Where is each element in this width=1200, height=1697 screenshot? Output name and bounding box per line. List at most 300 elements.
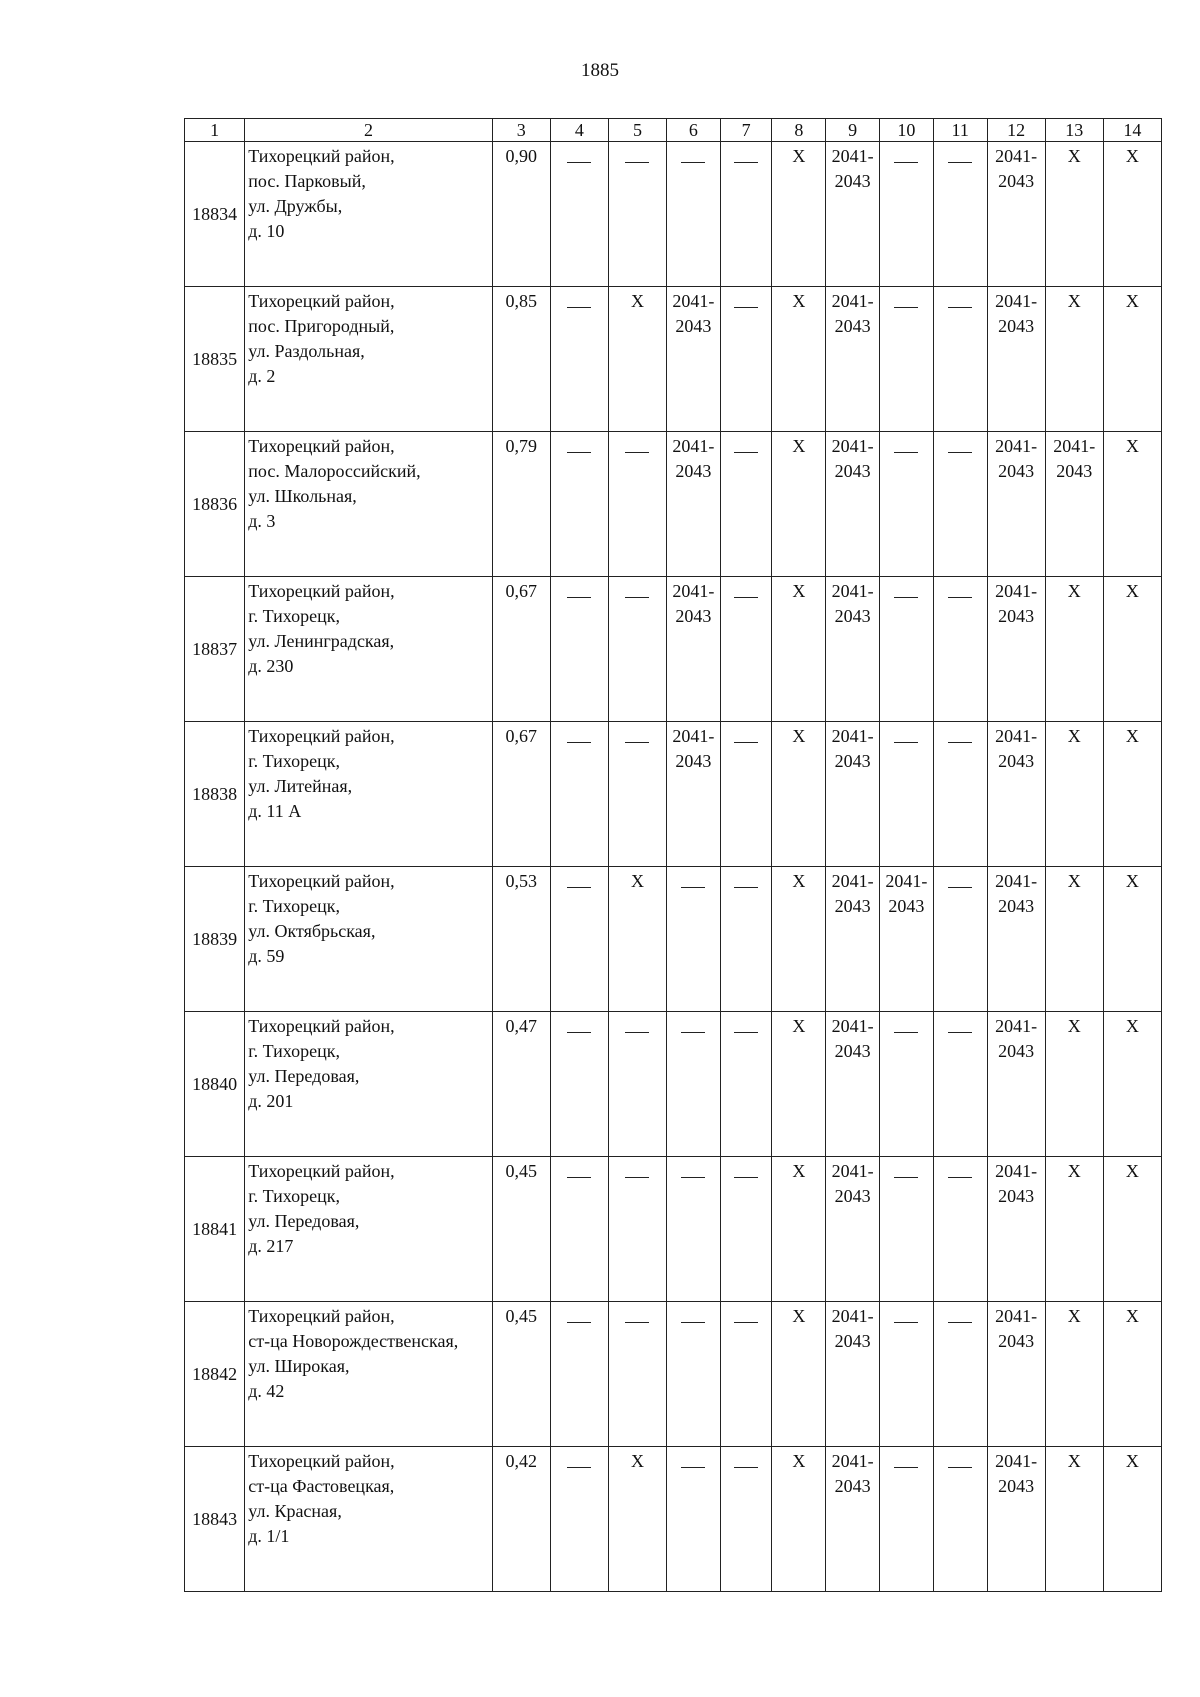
dash-cell xyxy=(720,1157,772,1302)
dash-cell xyxy=(880,1302,934,1447)
dash-cell xyxy=(720,1447,772,1592)
dash-mark xyxy=(948,1467,972,1468)
address-cell xyxy=(245,1302,492,1447)
dash-cell xyxy=(720,577,772,722)
dash-mark xyxy=(948,887,972,888)
value-line: 2043 xyxy=(888,896,925,916)
value-cell xyxy=(1045,1447,1103,1592)
address-line: пос. Парковый, xyxy=(248,171,366,191)
value-line: Х xyxy=(792,146,806,166)
value-line: 2043 xyxy=(998,1331,1035,1351)
value-cell xyxy=(880,867,934,1012)
dash-mark xyxy=(948,162,972,163)
dash-cell xyxy=(720,867,772,1012)
address-line: ст-ца Фастовецкая, xyxy=(248,1476,395,1496)
value-line: 2041- xyxy=(831,726,874,746)
table-row xyxy=(185,1302,1162,1447)
dash-mark xyxy=(948,742,972,743)
address-line: Тихорецкий район, xyxy=(248,1161,395,1181)
dash-mark xyxy=(567,1467,591,1468)
dash-cell xyxy=(608,432,666,577)
value-cell xyxy=(772,867,826,1012)
column-number-header: 4 xyxy=(550,119,608,142)
value-cell xyxy=(1045,142,1103,287)
dash-cell xyxy=(667,1012,721,1157)
value-line: Х xyxy=(1125,146,1139,166)
dash-mark xyxy=(625,1322,649,1323)
address-line: ул. Широкая, xyxy=(248,1356,350,1376)
table-row xyxy=(185,1157,1162,1302)
dash-cell xyxy=(933,1302,987,1447)
value-cell xyxy=(826,1157,880,1302)
value-cell xyxy=(772,722,826,867)
dash-mark xyxy=(625,1032,649,1033)
value-cell xyxy=(987,1302,1045,1447)
table-row xyxy=(185,287,1162,432)
address-line: д. 10 xyxy=(248,221,285,241)
value-line: Х xyxy=(1125,436,1139,456)
value-line: 2041- xyxy=(885,871,928,891)
address-line: Тихорецкий район, xyxy=(248,871,395,891)
dash-mark xyxy=(894,162,918,163)
value-line: 2041- xyxy=(995,871,1038,891)
dash-mark xyxy=(948,1177,972,1178)
value-line: 2041- xyxy=(831,581,874,601)
value-line: 2043 xyxy=(998,1476,1035,1496)
dash-mark xyxy=(948,1032,972,1033)
value-line: Х xyxy=(1067,146,1081,166)
value-line: Х xyxy=(1125,1016,1139,1036)
address-cell xyxy=(245,722,492,867)
dash-cell xyxy=(880,1447,934,1592)
value-cell xyxy=(1103,722,1161,867)
address-line: Тихорецкий район, xyxy=(248,1016,395,1036)
value-cell xyxy=(1103,1302,1161,1447)
area-cell: 0,45 xyxy=(492,1157,550,1302)
value-line: 2041- xyxy=(995,1306,1038,1326)
value-cell xyxy=(1103,142,1161,287)
value-line: 2041- xyxy=(672,726,715,746)
value-cell xyxy=(1045,722,1103,867)
address-line: г. Тихорецк, xyxy=(248,1041,340,1061)
value-cell xyxy=(772,1157,826,1302)
value-cell xyxy=(772,1302,826,1447)
column-number-row xyxy=(185,119,1162,142)
dash-mark xyxy=(894,1032,918,1033)
value-line: Х xyxy=(792,1451,806,1471)
dash-mark xyxy=(625,162,649,163)
row-number-cell: 18835 xyxy=(185,287,245,432)
dash-cell xyxy=(933,1157,987,1302)
dash-mark xyxy=(625,742,649,743)
dash-mark xyxy=(734,1322,758,1323)
column-number-header: 5 xyxy=(608,119,666,142)
value-line: Х xyxy=(792,871,806,891)
column-number-header: 6 xyxy=(667,119,721,142)
value-line: 2041- xyxy=(831,291,874,311)
address-cell xyxy=(245,867,492,1012)
address-line: Тихорецкий район, xyxy=(248,1451,395,1471)
value-cell xyxy=(608,287,666,432)
value-cell xyxy=(1103,1447,1161,1592)
column-number-header: 8 xyxy=(772,119,826,142)
value-cell xyxy=(826,867,880,1012)
address-line: пос. Пригородный, xyxy=(248,316,395,336)
row-number-cell: 18837 xyxy=(185,577,245,722)
dash-mark xyxy=(681,1177,705,1178)
value-cell xyxy=(667,432,721,577)
value-line: 2041- xyxy=(831,871,874,891)
value-line: Х xyxy=(1067,1451,1081,1471)
column-number-header: 1 xyxy=(185,119,245,142)
value-line: 2043 xyxy=(998,461,1035,481)
area-cell: 0,67 xyxy=(492,577,550,722)
dash-mark xyxy=(681,162,705,163)
dash-mark xyxy=(734,162,758,163)
dash-cell xyxy=(550,867,608,1012)
dash-cell xyxy=(550,432,608,577)
value-line: 2043 xyxy=(998,171,1035,191)
value-cell xyxy=(987,1157,1045,1302)
value-cell xyxy=(1045,577,1103,722)
dash-mark xyxy=(625,597,649,598)
dash-cell xyxy=(608,1157,666,1302)
area-cell: 0,85 xyxy=(492,287,550,432)
value-cell xyxy=(826,142,880,287)
value-line: 2043 xyxy=(675,751,712,771)
value-cell xyxy=(826,722,880,867)
address-cell xyxy=(245,1447,492,1592)
column-number-header: 11 xyxy=(933,119,987,142)
address-line: г. Тихорецк, xyxy=(248,606,340,626)
address-line: ул. Передовая, xyxy=(248,1066,360,1086)
value-line: Х xyxy=(630,871,644,891)
value-cell xyxy=(1045,1157,1103,1302)
value-line: Х xyxy=(1125,871,1139,891)
column-number-header: 7 xyxy=(720,119,772,142)
dash-cell xyxy=(667,1302,721,1447)
value-cell xyxy=(772,1012,826,1157)
address-cell xyxy=(245,287,492,432)
address-cell xyxy=(245,1157,492,1302)
value-line: 2041- xyxy=(831,1306,874,1326)
value-line: Х xyxy=(1067,1306,1081,1326)
dash-mark xyxy=(948,1322,972,1323)
value-cell xyxy=(772,142,826,287)
row-number-cell: 18838 xyxy=(185,722,245,867)
dash-mark xyxy=(894,1177,918,1178)
dash-cell xyxy=(720,1302,772,1447)
dash-cell xyxy=(933,1012,987,1157)
value-line: 2041- xyxy=(831,1451,874,1471)
table-row xyxy=(185,867,1162,1012)
value-cell xyxy=(772,287,826,432)
value-line: 2043 xyxy=(1056,461,1093,481)
value-line: 2043 xyxy=(834,461,871,481)
dash-cell xyxy=(720,287,772,432)
value-line: 2043 xyxy=(834,1331,871,1351)
value-cell xyxy=(1045,287,1103,432)
value-cell xyxy=(826,1012,880,1157)
value-cell xyxy=(987,1012,1045,1157)
value-cell xyxy=(1103,1157,1161,1302)
value-line: 2041- xyxy=(995,146,1038,166)
value-line: 2041- xyxy=(831,1161,874,1181)
value-line: 2043 xyxy=(675,606,712,626)
value-cell xyxy=(1045,867,1103,1012)
value-cell xyxy=(826,577,880,722)
dash-cell xyxy=(933,142,987,287)
value-line: 2043 xyxy=(675,461,712,481)
dash-cell xyxy=(608,142,666,287)
value-line: Х xyxy=(1067,291,1081,311)
address-line: г. Тихорецк, xyxy=(248,751,340,771)
register-table xyxy=(184,118,1162,1592)
address-line: Тихорецкий район, xyxy=(248,291,395,311)
value-line: 2041- xyxy=(831,1016,874,1036)
dash-cell xyxy=(933,722,987,867)
value-cell xyxy=(987,722,1045,867)
column-number-header: 3 xyxy=(492,119,550,142)
address-line: ул. Красная, xyxy=(248,1501,342,1521)
dash-cell xyxy=(720,1012,772,1157)
dash-mark xyxy=(567,307,591,308)
value-line: 2041- xyxy=(672,581,715,601)
value-line: 2043 xyxy=(834,751,871,771)
dash-cell xyxy=(933,287,987,432)
column-number-header: 2 xyxy=(245,119,492,142)
dash-cell xyxy=(880,142,934,287)
value-line: Х xyxy=(1125,1161,1139,1181)
dash-mark xyxy=(948,597,972,598)
dash-mark xyxy=(948,307,972,308)
page-number: 1885 xyxy=(581,60,619,81)
dash-cell xyxy=(933,432,987,577)
dash-cell xyxy=(667,142,721,287)
dash-cell xyxy=(720,432,772,577)
address-line: ул. Октябрьская, xyxy=(248,921,376,941)
address-line: д. 11 А xyxy=(248,801,302,821)
address-line: д. 3 xyxy=(248,511,276,531)
dash-cell xyxy=(720,142,772,287)
row-number-cell: 18843 xyxy=(185,1447,245,1592)
dash-cell xyxy=(608,722,666,867)
value-cell xyxy=(1103,867,1161,1012)
value-cell xyxy=(826,1447,880,1592)
dash-mark xyxy=(894,1467,918,1468)
dash-mark xyxy=(734,597,758,598)
address-line: Тихорецкий район, xyxy=(248,1306,395,1326)
address-line: д. 42 xyxy=(248,1381,285,1401)
address-line: Тихорецкий район, xyxy=(248,581,395,601)
address-line: Тихорецкий район, xyxy=(248,146,395,166)
dash-mark xyxy=(567,1322,591,1323)
dash-cell xyxy=(550,1302,608,1447)
value-line: 2041- xyxy=(995,1451,1038,1471)
row-number-cell: 18840 xyxy=(185,1012,245,1157)
value-cell xyxy=(772,432,826,577)
dash-mark xyxy=(734,1467,758,1468)
dash-cell xyxy=(720,722,772,867)
value-line: 2041- xyxy=(995,1016,1038,1036)
value-line: Х xyxy=(792,1306,806,1326)
value-line: Х xyxy=(1125,1306,1139,1326)
value-cell xyxy=(987,287,1045,432)
value-line: 2043 xyxy=(834,171,871,191)
dash-cell xyxy=(880,287,934,432)
value-line: 2041- xyxy=(995,726,1038,746)
address-line: д. 201 xyxy=(248,1091,294,1111)
value-cell xyxy=(667,722,721,867)
address-line: ул. Передовая, xyxy=(248,1211,360,1231)
value-line: 2043 xyxy=(675,316,712,336)
value-cell xyxy=(987,867,1045,1012)
value-cell xyxy=(826,287,880,432)
dash-cell xyxy=(550,722,608,867)
value-cell xyxy=(826,1302,880,1447)
column-number-header: 10 xyxy=(880,119,934,142)
table-row xyxy=(185,1447,1162,1592)
dash-cell xyxy=(608,577,666,722)
address-line: д. 230 xyxy=(248,656,294,676)
address-line: г. Тихорецк, xyxy=(248,896,340,916)
dash-mark xyxy=(734,307,758,308)
value-cell xyxy=(772,1447,826,1592)
dash-cell xyxy=(608,1302,666,1447)
dash-mark xyxy=(734,887,758,888)
dash-mark xyxy=(625,452,649,453)
dash-mark xyxy=(681,887,705,888)
value-line: 2043 xyxy=(998,751,1035,771)
dash-cell xyxy=(933,1447,987,1592)
dash-mark xyxy=(681,1032,705,1033)
value-cell xyxy=(1103,287,1161,432)
dash-cell xyxy=(608,1012,666,1157)
address-cell xyxy=(245,577,492,722)
value-line: Х xyxy=(792,291,806,311)
row-number-cell: 18842 xyxy=(185,1302,245,1447)
dash-mark xyxy=(894,742,918,743)
dash-cell xyxy=(550,1157,608,1302)
value-cell xyxy=(667,577,721,722)
value-cell xyxy=(1045,1302,1103,1447)
value-line: Х xyxy=(1067,1016,1081,1036)
value-cell xyxy=(1045,432,1103,577)
value-line: Х xyxy=(792,1016,806,1036)
dash-mark xyxy=(567,597,591,598)
value-line: Х xyxy=(1125,581,1139,601)
dash-cell xyxy=(667,1157,721,1302)
value-cell xyxy=(987,577,1045,722)
dash-mark xyxy=(734,1177,758,1178)
dash-cell xyxy=(667,867,721,1012)
dash-mark xyxy=(894,597,918,598)
column-number-header: 9 xyxy=(826,119,880,142)
dash-mark xyxy=(681,1467,705,1468)
dash-cell xyxy=(880,1012,934,1157)
dash-cell xyxy=(550,1012,608,1157)
column-number-header: 12 xyxy=(987,119,1045,142)
dash-mark xyxy=(567,1177,591,1178)
row-number-cell: 18839 xyxy=(185,867,245,1012)
table-row xyxy=(185,1012,1162,1157)
value-line: 2041- xyxy=(831,436,874,456)
address-line: Тихорецкий район, xyxy=(248,726,395,746)
value-line: Х xyxy=(1125,1451,1139,1471)
table-row xyxy=(185,142,1162,287)
value-line: 2043 xyxy=(834,1476,871,1496)
value-line: Х xyxy=(630,291,644,311)
value-line: Х xyxy=(1067,581,1081,601)
dash-cell xyxy=(880,432,934,577)
address-line: д. 59 xyxy=(248,946,285,966)
area-cell: 0,67 xyxy=(492,722,550,867)
dash-cell xyxy=(550,577,608,722)
value-line: 2041- xyxy=(1053,436,1096,456)
value-cell xyxy=(987,142,1045,287)
value-line: 2041- xyxy=(672,291,715,311)
area-cell: 0,42 xyxy=(492,1447,550,1592)
area-cell: 0,53 xyxy=(492,867,550,1012)
dash-cell xyxy=(933,577,987,722)
value-line: Х xyxy=(1125,291,1139,311)
value-line: 2041- xyxy=(995,581,1038,601)
dash-cell xyxy=(880,1157,934,1302)
address-line: ул. Литейная, xyxy=(248,776,353,796)
value-cell xyxy=(826,432,880,577)
value-line: 2043 xyxy=(998,1041,1035,1061)
address-line: г. Тихорецк, xyxy=(248,1186,340,1206)
address-cell xyxy=(245,142,492,287)
dash-cell xyxy=(880,577,934,722)
dash-mark xyxy=(734,742,758,743)
address-line: д. 1/1 xyxy=(248,1526,290,1546)
dash-mark xyxy=(894,452,918,453)
value-line: 2041- xyxy=(995,1161,1038,1181)
area-cell: 0,45 xyxy=(492,1302,550,1447)
address-line: д. 217 xyxy=(248,1236,294,1256)
value-line: Х xyxy=(630,1451,644,1471)
dash-cell xyxy=(880,722,934,867)
address-line: ул. Ленинградская, xyxy=(248,631,395,651)
value-cell xyxy=(667,287,721,432)
column-number-header: 14 xyxy=(1103,119,1161,142)
value-line: Х xyxy=(1067,1161,1081,1181)
value-cell xyxy=(608,867,666,1012)
value-cell xyxy=(608,1447,666,1592)
address-line: ул. Дружбы, xyxy=(248,196,343,216)
dash-mark xyxy=(567,452,591,453)
value-line: 2043 xyxy=(998,1186,1035,1206)
area-cell: 0,47 xyxy=(492,1012,550,1157)
dash-mark xyxy=(948,452,972,453)
dash-mark xyxy=(625,1177,649,1178)
value-cell xyxy=(987,432,1045,577)
value-line: 2041- xyxy=(831,146,874,166)
value-line: Х xyxy=(792,726,806,746)
dash-mark xyxy=(734,1032,758,1033)
row-number-cell: 18841 xyxy=(185,1157,245,1302)
table-row xyxy=(185,722,1162,867)
dash-mark xyxy=(567,742,591,743)
address-line: пос. Малороссийский, xyxy=(248,461,421,481)
value-line: 2043 xyxy=(834,316,871,336)
address-line: ст-ца Новорождественская, xyxy=(248,1331,459,1351)
value-cell xyxy=(772,577,826,722)
value-line: 2043 xyxy=(834,1041,871,1061)
dash-mark xyxy=(681,1322,705,1323)
value-line: 2041- xyxy=(995,291,1038,311)
